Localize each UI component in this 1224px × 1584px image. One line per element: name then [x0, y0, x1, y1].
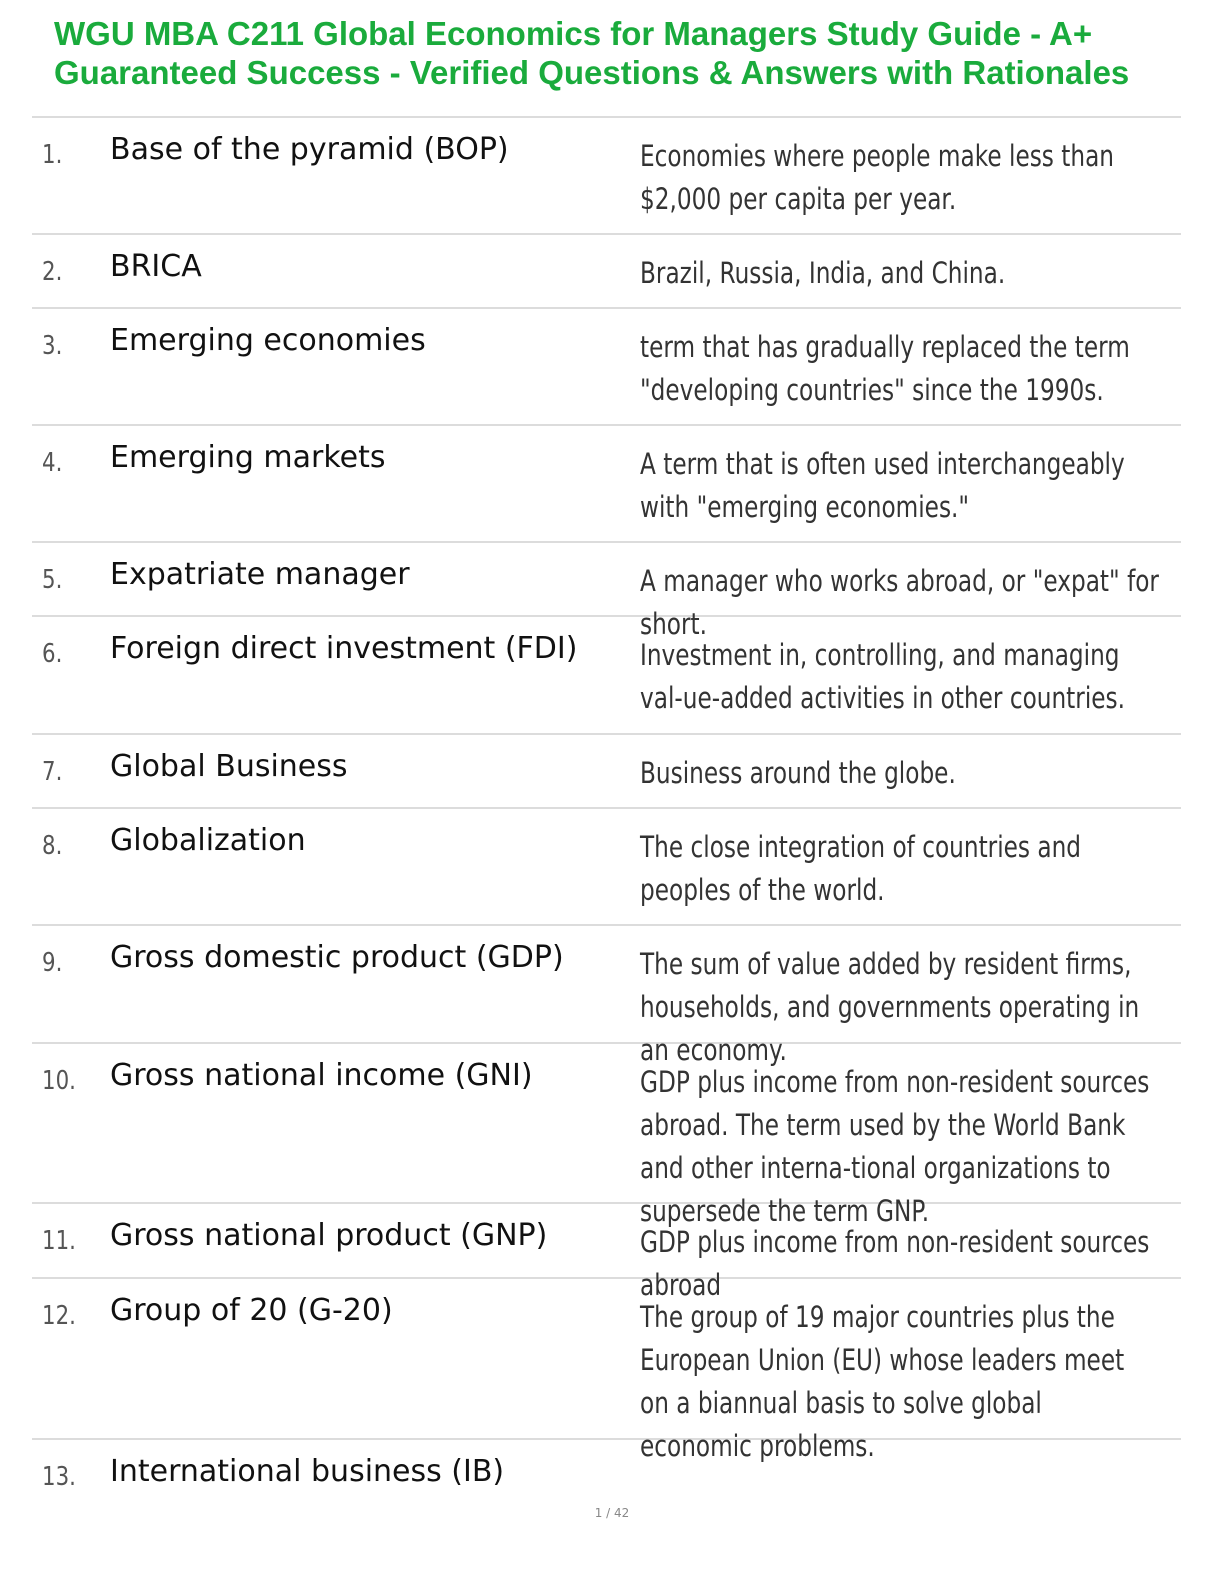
card-term: Base of the pyramid (BOP): [110, 132, 509, 167]
card-number: 11.: [42, 1226, 76, 1256]
card-term: Gross national income (GNI): [110, 1058, 533, 1093]
card-definition: GDP plus income from non-resident sources abroad: [640, 1225, 1150, 1302]
card-term: Expatriate manager: [110, 557, 410, 592]
card-definition: The group of 19 major countries plus the European Union (EU) whose leaders meet on a biannual basis to solve global economic problems.: [640, 1300, 1125, 1463]
card-number: 3.: [42, 331, 63, 361]
flashcard-row: [32, 235, 1181, 309]
card-definition: The close integration of countries and peoples of the world.: [640, 830, 1082, 907]
card-definition: Economies where people make less than $2,000 per capita per year.: [640, 139, 1114, 216]
card-term: Global Business: [110, 749, 348, 784]
flashcard-row: [32, 1440, 1181, 1510]
flashcard-list: [32, 118, 1181, 1510]
flashcard-row: [32, 617, 1181, 735]
card-number: 12.: [42, 1301, 76, 1331]
card-number: 2.: [42, 257, 63, 287]
card-definition: Brazil, Russia, India, and China.: [640, 256, 1006, 290]
card-number: 4.: [42, 448, 63, 478]
card-number: 9.: [42, 948, 63, 978]
card-definition: Investment in, controlling, and managing val-ue-added activities in other countries.: [640, 638, 1126, 715]
card-number: 6.: [42, 639, 63, 669]
card-definition: term that has gradually replaced the term "developing countries" since the 1990s.: [640, 330, 1130, 407]
flashcard-row: [32, 309, 1181, 426]
card-definition: The sum of value added by resident firms, households, and governments operating in an economy.: [640, 947, 1140, 1067]
flashcard-row: [32, 1279, 1181, 1463]
card-term: Emerging markets: [110, 440, 386, 475]
card-number: 1.: [42, 140, 63, 170]
card-definition: A term that is often used interchangeably with "emerging economies.": [640, 447, 1125, 524]
flashcard-row: [32, 809, 1181, 926]
flashcard-row: [32, 926, 1181, 1067]
card-number: 5.: [42, 565, 63, 595]
card-definition: A manager who works abroad, or "expat" for short.: [640, 564, 1159, 641]
flashcard-row: [32, 1044, 1181, 1228]
flashcard-row: [32, 426, 1181, 543]
flashcard-row: [32, 1204, 1181, 1302]
card-term: Gross national product (GNP): [110, 1218, 548, 1253]
card-term: BRICA: [110, 249, 202, 284]
card-number: 7.: [42, 757, 63, 787]
card-term: Gross domestic product (GDP): [110, 940, 564, 975]
card-term: Emerging economies: [110, 323, 426, 358]
card-term: Foreign direct investment (FDI): [110, 631, 578, 666]
flashcard-row: [32, 735, 1181, 809]
document-title: WGU MBA C211 Global Economics for Managers Study Guide - A+ Guaranteed Success - Verified Questions & Answers with Rationales: [54, 15, 1130, 91]
card-number: 13.: [42, 1462, 76, 1492]
card-number: 10.: [42, 1066, 76, 1096]
card-term: International business (IB): [110, 1454, 505, 1489]
page-indicator: 1 / 42: [594, 1506, 630, 1520]
card-term: Group of 20 (G-20): [110, 1293, 393, 1328]
flashcard-row: [32, 543, 1181, 641]
flashcard-row: [32, 118, 1181, 235]
card-term: Globalization: [110, 823, 306, 858]
card-number: 8.: [42, 831, 63, 861]
card-definition: Business around the globe.: [640, 756, 956, 790]
card-definition: GDP plus income from non-resident sources abroad. The term used by the World Bank and other interna-tional organizations to supersede the term GNP.: [640, 1065, 1150, 1228]
